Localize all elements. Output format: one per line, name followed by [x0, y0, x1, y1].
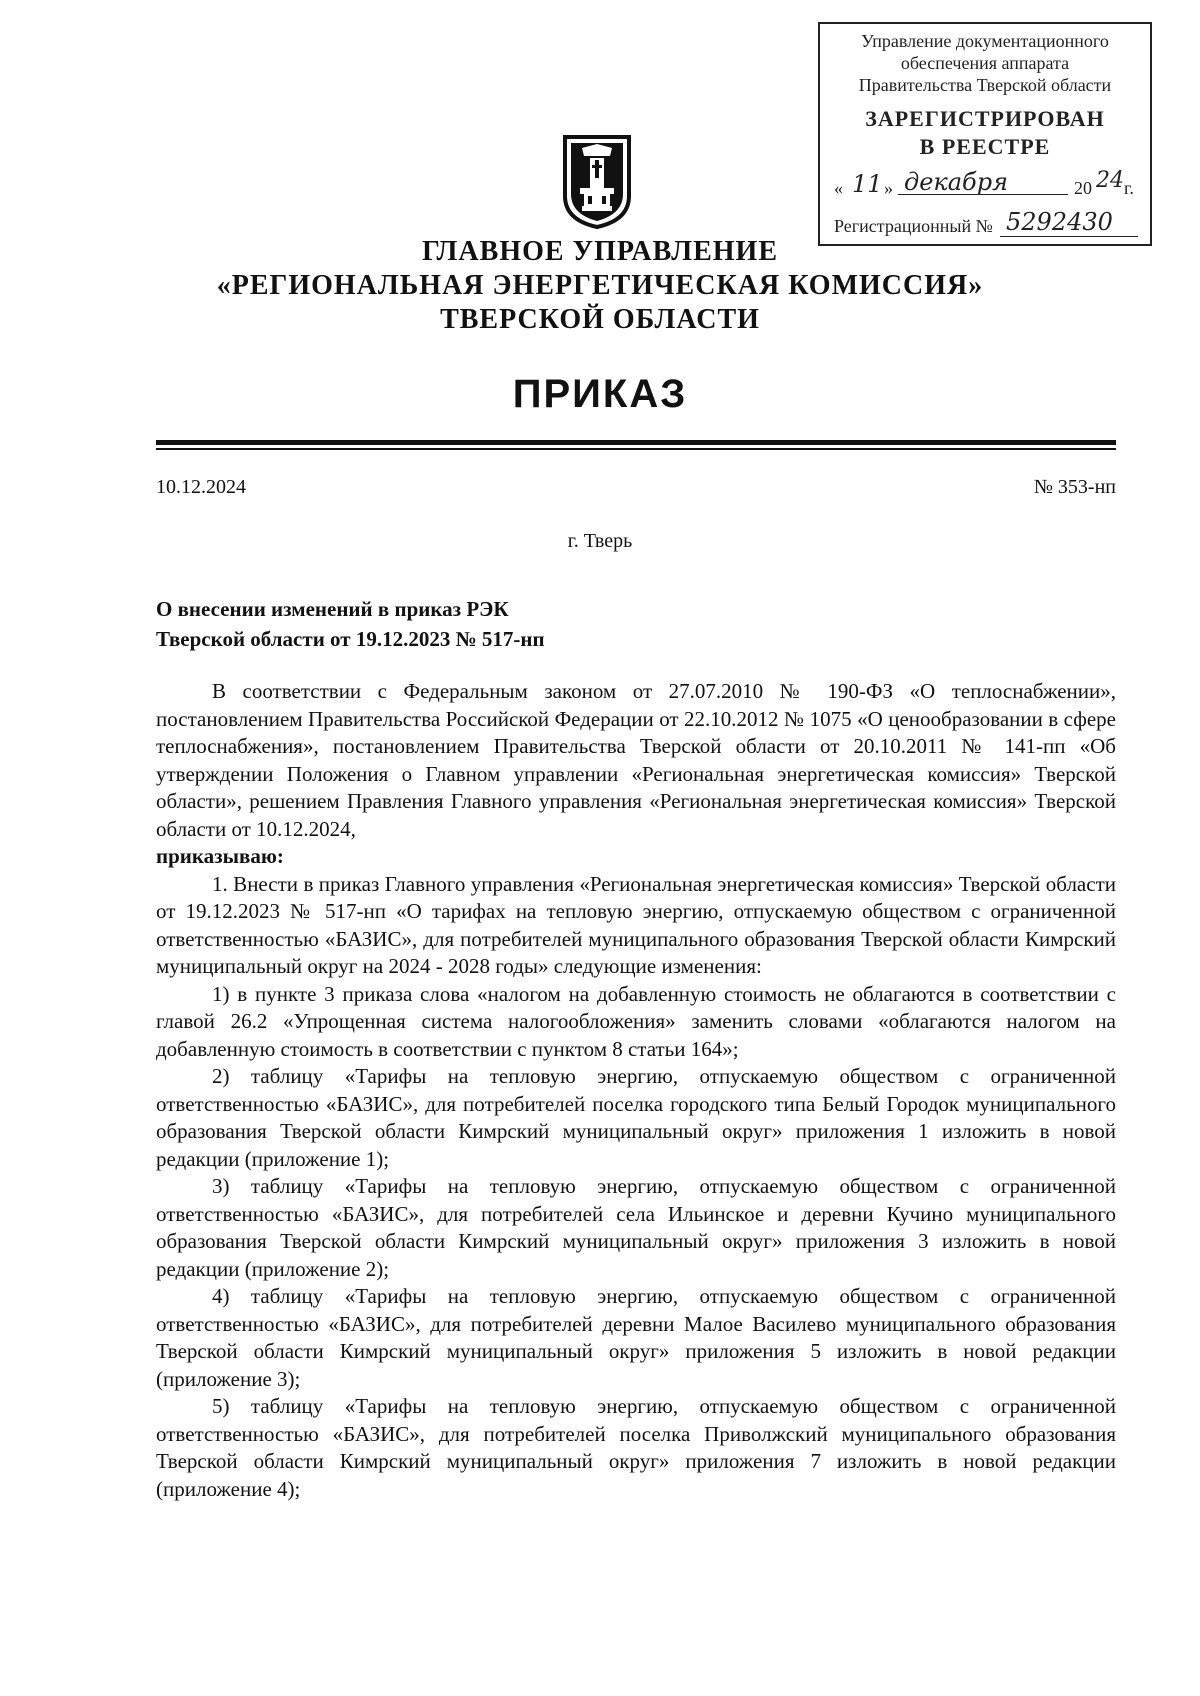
document-body [156, 678, 1116, 1503]
subject-line-1: О внесении изменений в приказ РЭК [156, 597, 509, 621]
stamp-number-value: 5292430 [1006, 208, 1113, 236]
stamp-date-suffix: г. [1124, 178, 1134, 198]
stamp-date-month: декабря [904, 168, 1008, 196]
subitem-2-paragraph: 2) таблицу «Тарифы на тепловую энергию, отпускаемую обществом с ограниченной ответственностью «БАЗИС», для потребителей поселка городского типа Белый Городок муниципального образования Тверской области Кимрский муниципальный округ» приложения 1 изложить в новой редакции (приложение 1); [156, 1064, 1116, 1171]
document-type: ПРИКАЗ [512, 372, 688, 416]
header-rule-thick [156, 440, 1116, 445]
stamp-date-year-suffix: 24 [1096, 168, 1124, 193]
stamp-line-1: Управление документационного [861, 31, 1109, 51]
stamp-line-2: обеспечения аппарата [900, 53, 1070, 73]
header-line-1: ГЛАВНОЕ УПРАВЛЕНИЕ [421, 236, 779, 267]
stamp-date-year-prefix: 20 [1074, 178, 1092, 198]
stamp-registered: ЗАРЕГИСТРИРОВАН [865, 106, 1105, 131]
header-line-3: ТВЕРСКОЙ ОБЛАСТИ [440, 304, 760, 335]
stamp-number-label: Регистрационный № [834, 216, 993, 236]
subitem-5-paragraph: 5) таблицу «Тарифы на тепловую энергию, отпускаемую обществом с ограниченной ответственностью «БАЗИС», для потребителей поселка Приволжский муниципального образования Тверской области Кимрский муниципальный округ» приложения 7 изложить в новой редакции (приложение 4); [156, 1394, 1116, 1501]
document-subject [156, 594, 545, 654]
subitem-3-paragraph: 3) таблицу «Тарифы на тепловую энергию, отпускаемую обществом с ограниченной ответственностью «БАЗИС», для потребителей села Ильинское и деревни Кучино муниципального образования Тверской области Кимрский муниципальный округ» приложения 3 изложить в новой редакции (приложение 2); [156, 1174, 1116, 1281]
subitem-4-paragraph: 4) таблицу «Тарифы на тепловую энергию, отпускаемую обществом с ограниченной ответственностью «БАЗИС», для потребителей деревни Малое Василево муниципального образования Тверской области Кимрский муниципальный округ» приложения 5 изложить в новой редакции (приложение 3); [156, 1284, 1116, 1391]
subject-line-2: Тверской области от 19.12.2023 № 517-нп [156, 627, 545, 651]
coat-of-arms-emblem [562, 134, 632, 230]
stamp-date-day: 11 [852, 170, 883, 198]
subitem-1-paragraph: 1) в пункте 3 приказа слова «налогом на добавленную стоимость не облагаются в соответствии с главой 26.2 «Упрощенная система налогообложения» заменить словами «облагаются налогом на добавленную стоимость в соответствии с пунктом 8 статьи 164»; [156, 981, 1116, 1061]
document-city: г. Тверь [567, 530, 633, 552]
header-rule-thin [156, 448, 1116, 450]
header-line-2: «РЕГИОНАЛЬНАЯ ЭНЕРГЕТИЧЕСКАЯ КОМИССИЯ» [216, 270, 984, 301]
stamp-line-3: Правительства Тверской области [858, 75, 1112, 95]
order-word: приказываю: [156, 844, 284, 868]
preamble-paragraph: В соответствии с Федеральным законом от 27.07.2010 № 190-ФЗ «О теплоснабжении», постановлением Правительства Российской Федерации от 22.10.2012 № 1075 «О ценообразовании в сфере теплоснабжения», постановлением Правительства Тверской области от 20.10.2011 № 141-пп «Об утверждении Положения о Главном управлении «Региональная энергетическая комиссия» Тверской области», решением Правления Главного управления «Региональная энергетическая комиссия» Тверской области от 10.12.2024, [156, 679, 1116, 841]
document-number: № 353-нп [1033, 476, 1116, 498]
item-1-paragraph: 1. Внести в приказ Главного управления «Региональная энергетическая комиссия» Тверской области от 19.12.2023 № 517-нп «О тарифах на тепловую энергию, отпускаемую обществом с ограниченной ответственностью «БАЗИС», для потребителей муниципального образования Тверской области Кимрский муниципальный округ на 2024 - 2028 годы» следующие изменения: [156, 871, 1116, 978]
registration-stamp [818, 22, 1152, 246]
stamp-date: « 11 » декабря 20 24 г. [834, 168, 1134, 198]
stamp-in-registry: В РЕЕСТРЕ [919, 134, 1051, 159]
document-date: 10.12.2024 [156, 476, 246, 498]
